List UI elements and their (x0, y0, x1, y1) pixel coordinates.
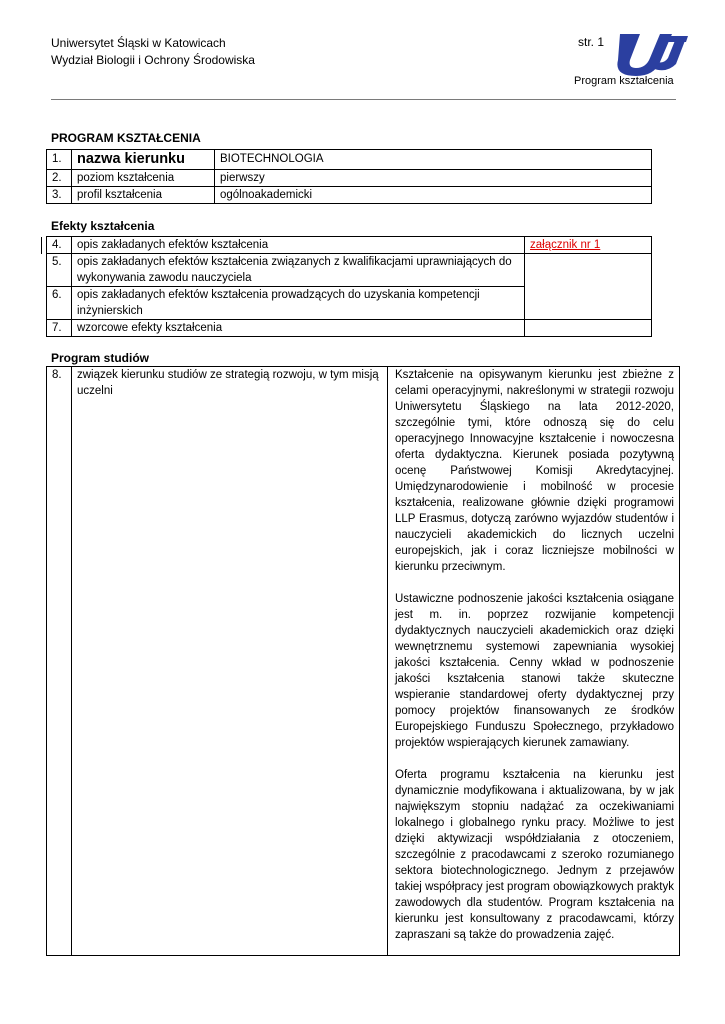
row-value: BIOTECHNOLOGIA (215, 150, 652, 170)
section-title-outcomes: Efekty kształcenia (51, 219, 155, 233)
table-row (47, 367, 680, 956)
table-row (47, 170, 652, 187)
empty-cell (525, 254, 652, 320)
description-cell (388, 367, 680, 956)
row-number: 4. (47, 237, 72, 254)
row-number: 7. (47, 320, 72, 337)
row-text: wzorcowe efekty kształcenia (72, 320, 525, 337)
row-text: opis zakładanych efektów kształcenia prowadzących do uzyskania kompetencji inżynierskich (72, 287, 525, 320)
row-number: 1. (47, 150, 72, 170)
program-table (46, 149, 652, 204)
text-cursor (41, 237, 42, 254)
row-value: ogólnoakademicki (215, 187, 652, 204)
row-number: 5. (47, 254, 72, 287)
row-text: opis zakładanych efektów kształcenia związanych z kwalifikacjami uprawniających do wykonywania zawodu nauczyciela (72, 254, 525, 287)
row-label: związek kierunku studiów ze strategią rozwoju, w tym misją uczelni (72, 367, 388, 956)
row-label: profil kształcenia (72, 187, 215, 204)
study-program-table (46, 366, 680, 956)
page-number: str. 1 (578, 35, 605, 49)
faculty-name: Wydział Biologii i Ochrony Środowiska (51, 53, 255, 67)
row-number: 6. (47, 287, 72, 320)
row-number: 3. (47, 187, 72, 204)
header-left (51, 35, 255, 69)
description-paragraph: Kształcenie na opisywanym kierunku jest zbieżne z celami operacyjnymi, nakreślonymi w strategii rozwoju Uniwersytetu Śląskiego na lata 2012-2020, szczególnie tymi, które odnoszą się do celu operacyjnego Innowacyjne kształcenie i nowoczesna oferta dydaktyczna. Kierunek posiada pozytywną ocenę Państwowej Komisji Akredytacyjnej. Umiędzynarodowienie i mobilność w procesie kształcenia, realizowane głównie dzięki programowi LLP Erasmus, dotyczą zarówno wyjazdów studentów i nauczycieli akademickich do licznych uczelni europejskich, jak i coraz liczniejsze mobilności w kierunku przeciwnym. (395, 369, 674, 573)
table-row (47, 150, 652, 170)
row-number: 8. (47, 367, 72, 956)
row-number: 2. (47, 170, 72, 187)
row-value: pierwszy (215, 170, 652, 187)
description-paragraph: Oferta programu kształcenia na kierunku jest dynamicznie modyfikowana i aktualizowana, by w jak największym stopniu nadążać za oczekiwaniami lokalnego i globalnego rynku pracy. Możliwe to jest dzięki aktywizacji współdziałania z otoczeniem, szczególnie z pracodawcami z szeroko rozumianego sektora biotechnologicznego. Jednym z przejawów takiej współpracy jest program obowiązkowych praktyk zawodowych dla studentów. Program kształcenia na kierunku jest konsultowany z pracodawcami, którzy zapraszani są także do prowadzenia zajęć. (395, 769, 674, 941)
row-label: poziom kształcenia (72, 170, 215, 187)
row-text: opis zakładanych efektów kształcenia (72, 237, 525, 254)
table-row (47, 187, 652, 204)
row-label: nazwa kierunku (72, 150, 215, 170)
outcomes-table (46, 236, 652, 337)
description-paragraph: Ustawiczne podnoszenie jakości kształcenia osiągane jest m. in. poprzez rozwijanie kompetencji dydaktycznych nauczycieli akademickich oraz dzięki wewnętrznemu systemowi zapewniania wysokiej jakości kształcenia. Cenny wkład w podnoszenie jakości kształcenia stanowi także skuteczne wspieranie standardowej oferty dydaktycznej przy pomocy projektów finansowanych ze środków Europejskiego Funduszu Społecznego, przykładowo projektów wspierających kierunek zamawiany. (395, 593, 674, 749)
section-title-study-program: Program studiów (51, 351, 150, 365)
attachment-link[interactable]: załącznik nr 1 (525, 237, 652, 254)
table-row (47, 254, 652, 287)
doc-label: Program kształcenia (574, 75, 674, 87)
empty-cell (525, 320, 652, 337)
university-name: Uniwersytet Śląski w Katowicach (51, 36, 226, 50)
table-row (47, 237, 652, 254)
section-title-program: PROGRAM KSZTAŁCENIA (51, 131, 201, 145)
us-logo-icon (606, 30, 688, 80)
header-divider (51, 99, 676, 100)
table-row (47, 320, 652, 337)
